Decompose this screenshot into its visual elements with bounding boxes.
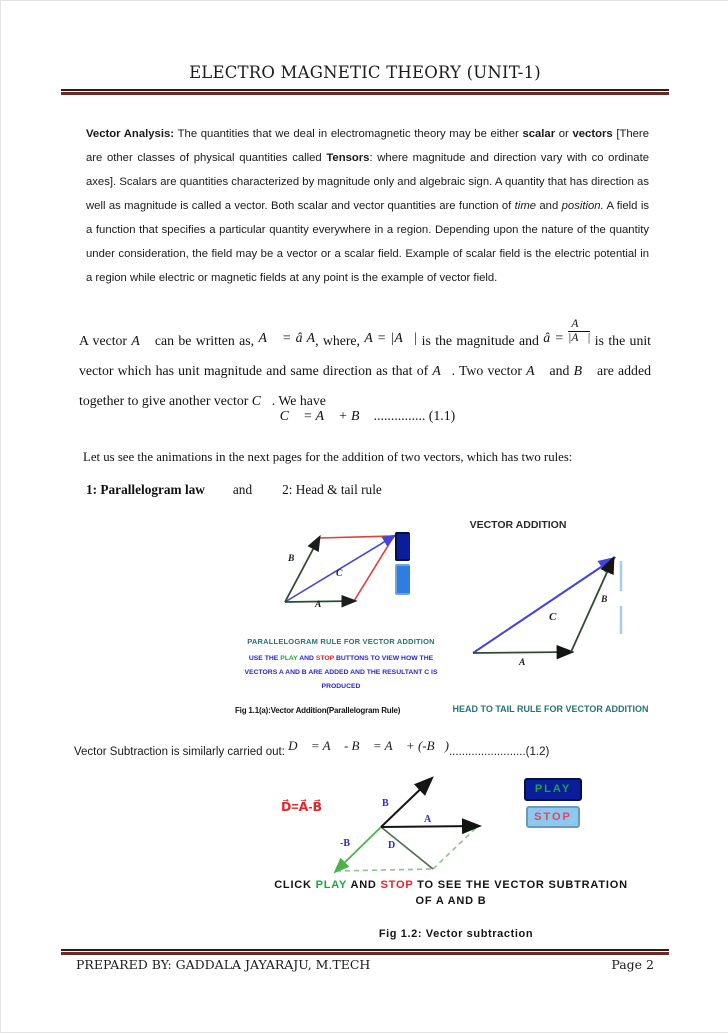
text-segment: AND [297,655,316,662]
vector-symbol: A⃗ [526,363,546,379]
equation-unit-vector: A⃗ = â A [258,330,316,346]
text-segment: time [514,200,537,212]
vector-symbol: C⃗ [251,393,272,409]
rule-parallelogram: 1: Parallelogram law [86,482,205,497]
fraction-denominator: |A⃗| [568,332,591,345]
text-segment: . We have [271,393,326,409]
text-segment: position. [561,200,604,212]
text-segment: Vector Analysis: [86,128,178,140]
intro-paragraph [86,122,649,290]
text-segment: . Two vector [451,363,527,379]
vector-a-label: A⃗ [315,600,329,610]
stop-button[interactable]: STOP [526,806,580,828]
rules-line [86,482,656,498]
text-segment: can be written as, [150,333,259,349]
text-segment: Tensors [326,152,370,164]
text-segment: BUTTONS TO VIEW HOW THE [334,655,434,662]
vector-b-label: B⃗ [601,595,615,605]
play-button[interactable]: PLAY [524,778,582,801]
parallelogram-caption-line2: VECTORS A AND B ARE ADDED AND THE RESULTANT C IS [244,669,438,676]
vector-c-label: C⃗ [336,569,350,579]
text-segment: A vector [79,333,132,349]
vector-a-label: A⃗ [424,814,439,825]
fraction-lead: â = [543,330,569,346]
equation-1-2: D⃗ = A⃗ - B⃗ = A⃗ + (-B⃗) [288,738,449,753]
vector-b-label: B⃗ [382,798,397,809]
vector-d-label: D⃗ [388,840,403,851]
fraction-numerator: A⃗ [568,318,590,332]
subtraction-diagram [311,771,551,881]
subtraction-caption-line2: OF A AND B [415,895,487,907]
text-segment: : where magnitude and direction vary with co ordinate axes]. Scalars are quantities characterized by magnitude only and algebraic sign. A quantity that has direction as well as magnitude is called a vector. Both scalar and vector quantities are function of [86,152,650,212]
vector-negb-label: -B⃗ [340,838,358,849]
head-to-tail-caption: HEAD TO TAIL RULE FOR VECTOR ADDITION [452,704,649,714]
vector-symbol: A⃗ [131,333,151,349]
text-segment: and [232,482,253,497]
triangle-diagram [458,546,653,666]
text-segment: The quantities that we deal in electromagnetic theory may be either [177,128,523,140]
stop-button-cropped[interactable] [395,564,410,595]
text-segment: is the unit vector which has unit magnitude and same direction as that of [79,333,652,379]
page-title: ELECTRO MAGNETIC THEORY (UNIT-1) [189,63,541,82]
text-segment: or [555,128,573,140]
unit-vector-fraction [568,318,590,345]
figure-1-2-label: Fig 1.2: Vector subtraction [378,928,534,940]
figure-1-1a-label: Fig 1.1(a):Vector Addition(Parallelogram Rule) [235,706,401,715]
stop-word: STOP [380,879,414,891]
parallelogram-caption-title: PARALLELOGRAM RULE FOR VECTOR ADDITION [247,637,435,646]
equation-1-1 [86,408,649,424]
text-segment: A field is a function that specifies a particular quantity everywhere in a region. Depending upon the nature of the quantity under consideration, the field may be a vector or a scalar field. Example of scalar field is the electric potential in a region while electric or magnetic fields at any point is the example of vector field. [86,200,649,284]
text-segment: Vector Subtraction is similarly carried out: [74,746,289,758]
text-segment: USE THE [248,655,281,662]
title-divider [61,89,669,95]
animations-sentence: Let us see the animations in the next pages for the addition of two vectors, which has two rules: [83,450,573,464]
vector-addition-title: VECTOR ADDITION [469,519,567,531]
play-button-cropped[interactable] [395,532,410,561]
stop-word: STOP [315,655,335,662]
text-segment: scalar [522,128,556,140]
parallelogram-caption-line1 [233,655,449,662]
figure-vector-subtraction [251,771,661,949]
text-segment: TO SEE THE VECTOR SUBTRATION [413,879,628,891]
text-segment: , where, [315,333,365,349]
play-word: PLAY [315,879,347,891]
equation-body: C⃗ = A⃗ + B⃗ [279,408,371,423]
vector-a-label: A⃗ [519,658,533,668]
prepared-by: PREPARED BY: GADDALA JAYARAJU, M.TECH [76,957,371,972]
text-segment: and [545,363,574,379]
play-word: PLAY [280,655,298,662]
text-segment: are added together to give another vector [79,363,651,409]
text-segment: AND [347,879,381,891]
text-segment: [There are other classes of physical quantities called [86,128,649,164]
subtraction-formula: D⃗=A⃗-B⃗ [281,800,323,814]
footer [76,957,654,972]
vector-symbol: A⃗ [432,363,452,379]
equation-magnitude: A = |A⃗| [364,330,418,346]
vector-c-label: C⃗ [549,611,565,623]
text-segment: vectors [572,128,613,140]
parallelogram-caption-line3: PRODUCED [321,683,361,690]
equation-dots: ........................(1.2) [448,746,550,758]
text-segment: and [536,200,562,212]
text-segment: is the magnitude and [417,333,544,349]
equation-dots: ............... (1.1) [370,408,456,423]
vector-symbol: B⃗ [573,363,593,379]
page-number: Page 2 [611,957,654,972]
vector-definition-paragraph [79,318,651,416]
subtraction-sentence [74,738,674,758]
vector-b-label: B⃗ [288,554,302,564]
text-segment: CLICK [274,879,316,891]
figure-parallelogram-rule [233,506,449,738]
footer-divider [61,949,669,955]
rule-head-tail: 2: Head & tail rule [282,482,382,497]
figure-head-to-tail [438,516,663,721]
subtraction-caption-line1 [251,879,651,891]
